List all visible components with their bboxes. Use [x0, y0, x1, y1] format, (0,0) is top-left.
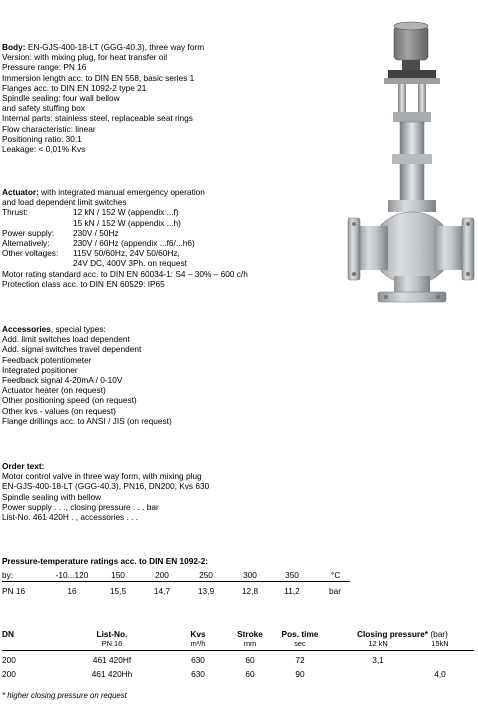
body-label: Body:	[2, 42, 26, 52]
pt-row-label: PN 16	[2, 586, 26, 596]
accessories-label: Accessories	[2, 324, 51, 334]
stroke-header: Stroke	[237, 629, 263, 639]
accessory-item: Add. signal switches travel dependent	[2, 344, 142, 355]
pressure-temperature-table	[2, 556, 352, 600]
thrust-value: 12 kN / 152 W (appendix ...f)	[73, 207, 179, 218]
closing-pressure-header: Closing pressure*	[357, 629, 429, 639]
closing-15kn-subheader: 15kN	[431, 639, 449, 648]
body-line: Spindle sealing: four wall bellow	[2, 92, 120, 103]
pt-temp: 200	[155, 570, 169, 580]
kvs-subheader: m³/h	[190, 639, 206, 648]
other-voltages-label: Other voltages:	[2, 248, 59, 259]
order-line: EN-GJS-400-18-LT (GGG-40.3), PN16, DN200, Kvs 630	[2, 481, 210, 492]
body-first-text: EN-GJS-400-18-LT (GGG-40.3), three way form	[25, 42, 205, 52]
power-value: 230V / 50Hz	[73, 227, 119, 238]
row-stroke: 60	[245, 655, 255, 665]
listno-header: List-No.	[96, 629, 128, 639]
pt-temp: 250	[199, 570, 213, 580]
accessory-item: Other positioning speed (on request)	[2, 395, 137, 406]
pt-temp: -10...120	[55, 570, 89, 580]
order-line: Motor control valve in three way form, with mixing plug	[2, 471, 202, 482]
pt-temp: 350	[285, 570, 299, 580]
row-listno: 461 420Hf	[92, 655, 132, 665]
row-closing-15kn: 4,0	[434, 669, 446, 679]
body-line: Flanges acc. to DIN EN 1092-2 type 21	[2, 82, 147, 93]
actuator-label: Actuator:	[2, 187, 39, 197]
listno-subheader: PN 16	[101, 639, 123, 648]
pt-value: 11,2	[284, 586, 300, 596]
body-line: Positioning ratio: 30:1	[2, 133, 82, 144]
body-line: Version: with mixing plug, for heat transfer oil	[2, 52, 168, 63]
body-line: and safety stuffing box	[2, 103, 85, 114]
actuator-line: Motor rating standard acc. to DIN EN 60034-1: S4 – 30% – 600 c/h	[2, 268, 248, 279]
dn-table	[2, 629, 476, 685]
accessories-section	[2, 324, 172, 426]
row-postime: 90	[295, 669, 305, 679]
accessory-item: Add. limit switches load dependent	[2, 334, 130, 345]
accessory-item: Feedback signal 4-20mA / 0-10V	[2, 374, 123, 385]
pt-temp: 150	[111, 570, 125, 580]
body-line: Leakage: < 0,01% Kvs	[2, 143, 86, 154]
pt-value: 15,5	[109, 586, 127, 596]
accessories-label-suffix: , special types:	[50, 324, 106, 334]
closing-pressure-unit: (bar)	[428, 629, 448, 639]
body-line: Pressure range: PN 16	[2, 62, 87, 73]
thrust-value: 15 kN / 152 W (appendix ...h)	[73, 217, 181, 228]
accessory-item: Feedback potentiometer	[2, 354, 92, 365]
body-line: Immersion length acc. to DIN EN 558, basic series 1	[2, 72, 195, 83]
alternatively-label: Alternatively:	[2, 237, 50, 248]
row-kvs: 630	[191, 669, 205, 679]
postime-subheader: sec	[294, 639, 306, 648]
dn-header: DN	[2, 629, 14, 639]
other-voltages-value: 24V DC, 400V 3Ph. on request	[73, 258, 187, 269]
order-line: Spindle sealing with bellow	[2, 491, 102, 502]
thrust-label: Thrust:	[2, 207, 28, 218]
row-postime: 72	[295, 655, 305, 665]
accessory-item: Actuator heater (on request)	[2, 385, 106, 396]
order-line: List-No. 461 420H . , accessories . . .	[2, 511, 139, 522]
stroke-subheader: mm	[243, 639, 257, 648]
row-stroke: 60	[245, 669, 255, 679]
accessory-item: Other kvs - values (on request)	[2, 405, 116, 416]
pt-header-label: by:	[2, 570, 14, 580]
row-closing-12kn: 3,1	[372, 655, 384, 665]
order-line: Power supply . . ., closing pressure . . . bar	[2, 501, 159, 512]
accessory-item: Flange drillings acc. to ANSI / JIS (on request)	[2, 415, 172, 426]
pt-temp-unit: °C	[331, 570, 341, 580]
actuator-section	[2, 187, 302, 289]
pt-table-title: Pressure-temperature ratings acc. to DIN EN 1092-2:	[2, 556, 209, 566]
pt-value: 16	[67, 586, 77, 596]
dn-divider	[2, 650, 474, 651]
other-voltages-value: 115V 50/60Hz, 24V 50/60Hz,	[73, 248, 180, 259]
pt-divider	[2, 581, 350, 582]
row-dn: 200	[2, 655, 16, 665]
actuator-first-text: with integrated manual emergency operation	[38, 187, 205, 197]
pt-value: 12,8	[241, 586, 259, 596]
kvs-header: Kvs	[190, 629, 206, 639]
pt-value: 14,7	[153, 586, 171, 596]
order-text-label: Order text:	[2, 461, 45, 471]
order-text-section	[2, 461, 209, 522]
closing-12kn-subheader: 12 kN	[368, 639, 388, 648]
alternatively-value: 230V / 60Hz (appendix ...f6/...h6)	[73, 237, 195, 248]
postime-header: Pos. time	[281, 629, 319, 639]
body-line: Internal parts: stainless steel, replaceable seat rings	[2, 113, 193, 124]
pt-value: 13,9	[197, 586, 215, 596]
actuator-line: Protection class acc. to DIN EN 60529: IP65	[2, 278, 165, 289]
pt-temp: 300	[243, 570, 257, 580]
power-label: Power supply:	[2, 227, 55, 238]
body-section	[2, 42, 204, 154]
accessory-item: Integrated positioner	[2, 364, 78, 375]
actuator-line: and load dependent limit switches	[2, 197, 127, 208]
row-listno: 461 420Hh	[91, 669, 133, 679]
footnote: * higher closing pressure on request	[2, 691, 127, 700]
body-line: Flow characteristic: linear	[2, 123, 96, 134]
row-kvs: 630	[191, 655, 205, 665]
pt-value-unit: bar	[329, 586, 341, 596]
row-dn: 200	[2, 669, 16, 679]
